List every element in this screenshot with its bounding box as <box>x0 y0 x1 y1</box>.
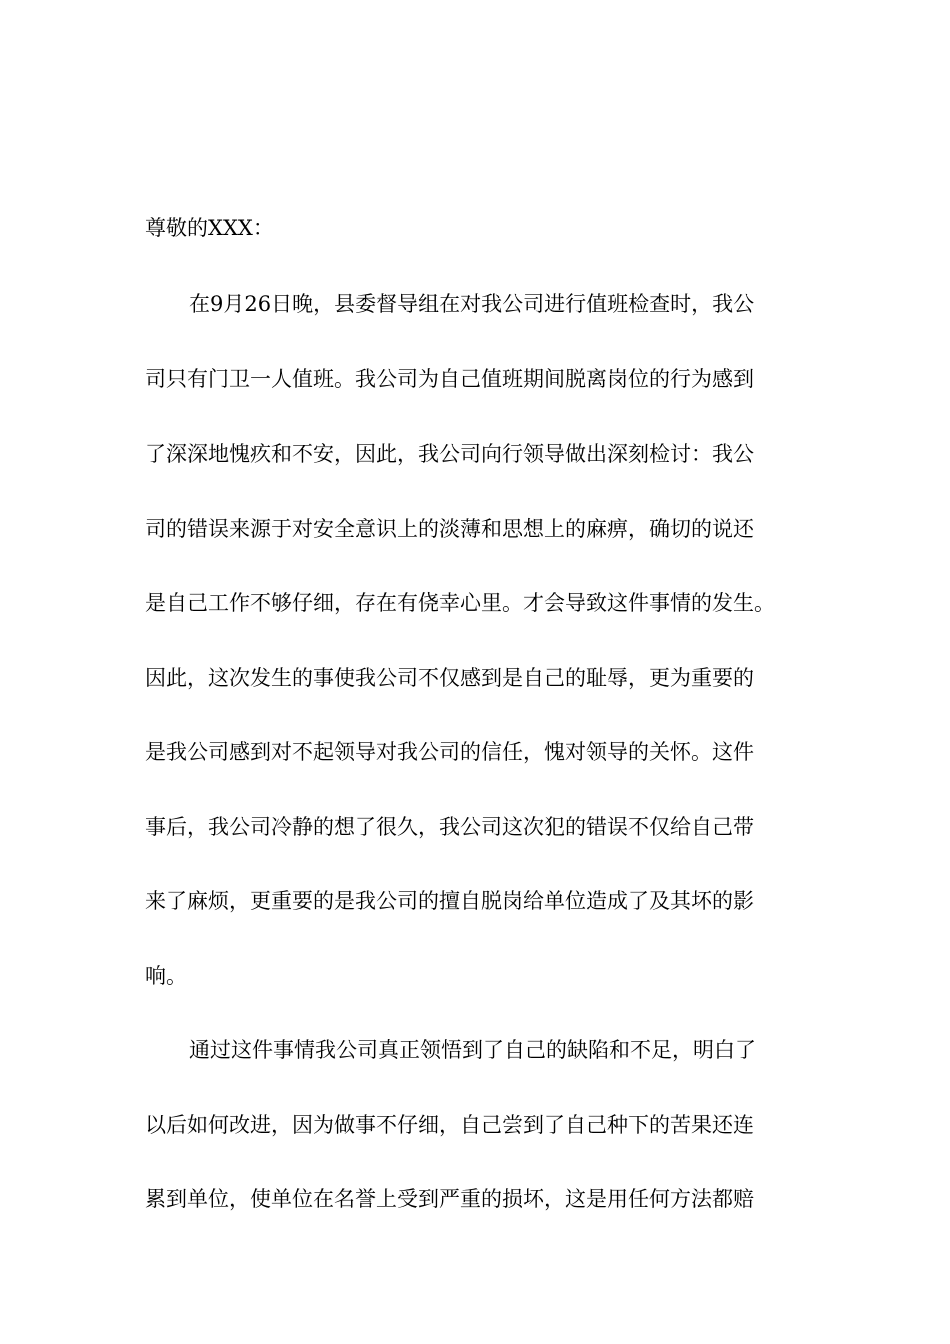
paragraph-line: 通过这件事情我公司真正领悟到了自己的缺陷和不足，明白了 <box>189 1038 756 1062</box>
paragraph-line: 在9月26日晚，县委督导组在对我公司进行值班检查时，我公 <box>189 292 755 316</box>
paragraph-line: 事后，我公司冷静的想了很久，我公司这次犯的错误不仅给自己带 <box>145 815 754 839</box>
paragraph-line: 来了麻烦，更重要的是我公司的擅自脱岗给单位造成了及其坏的影 <box>145 889 754 913</box>
paragraph-line: 司只有门卫一人值班。我公司为自己值班期间脱离岗位的行为感到 <box>145 367 754 391</box>
paragraph-line: 累到单位，使单位在名誉上受到严重的损坏，这是用任何方法都赔 <box>145 1187 754 1211</box>
paragraph-line: 是我公司感到对不起领导对我公司的信任，愧对领导的关怀。这件 <box>145 740 754 764</box>
salutation: 尊敬的XXX： <box>145 216 274 240</box>
paragraph-line: 因此，这次发生的事使我公司不仅感到是自己的耻辱，更为重要的 <box>145 666 754 690</box>
paragraph-line: 是自己工作不够仔细，存在有侥幸心里。才会导致这件事情的发生。 <box>145 591 775 615</box>
paragraph-line: 了深深地愧疚和不安，因此，我公司向行领导做出深刻检讨：我公 <box>145 442 754 466</box>
paragraph-line: 响。 <box>145 964 187 988</box>
paragraph-line: 以后如何改进，因为做事不仔细，自己尝到了自己种下的苦果还连 <box>145 1113 754 1137</box>
paragraph-line: 司的错误来源于对安全意识上的淡薄和思想上的麻痹，确切的说还 <box>145 517 754 541</box>
